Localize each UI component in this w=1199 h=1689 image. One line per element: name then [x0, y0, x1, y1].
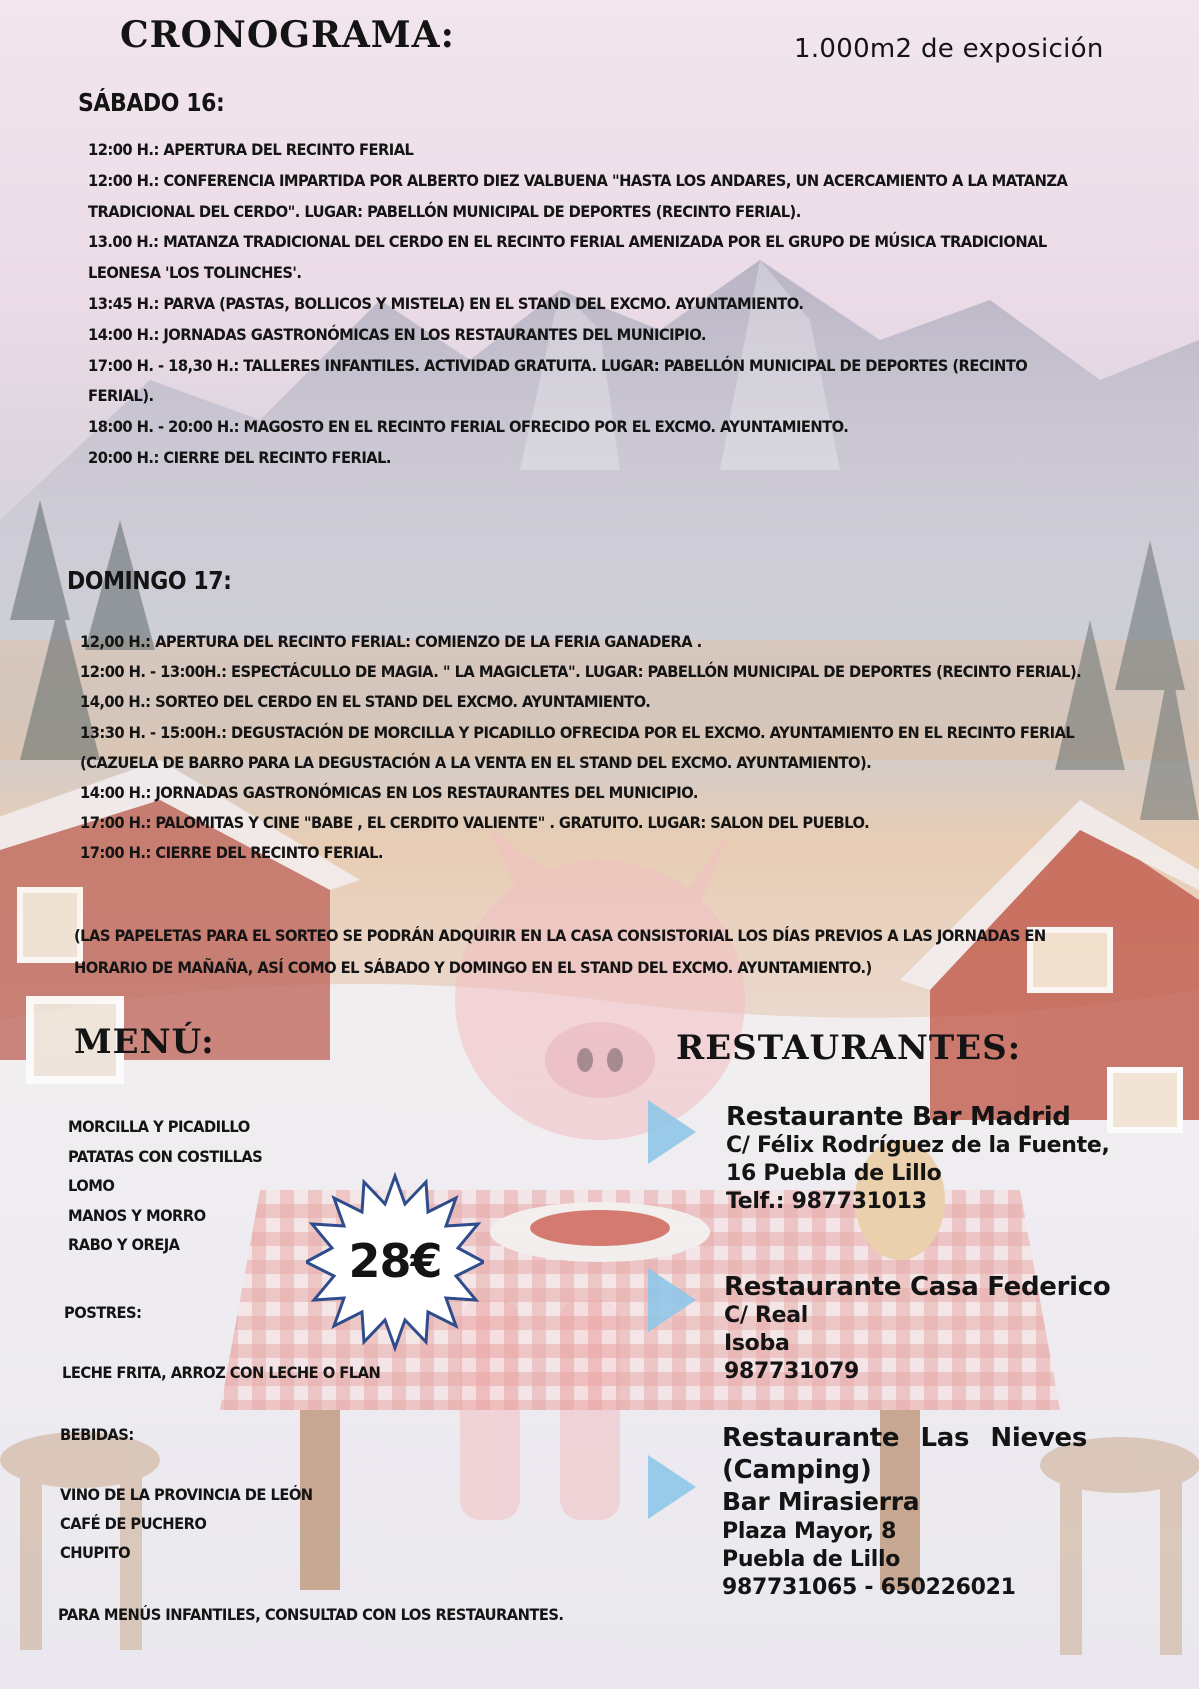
schedule-line: 12:00 H.: APERTURA DEL RECINTO FERIAL — [88, 140, 414, 159]
schedule-line: 17:00 H.: PALOMITAS Y CINE "BABE , EL CERDITO VALIENTE" . GRATUITO. LUGAR: SALON DEL PUEBLO. — [80, 813, 870, 833]
arrow-icon — [648, 1455, 696, 1519]
note-line: (LAS PAPELETAS PARA EL SORTEO SE PODRÁN ADQUIRIR EN LA CASA CONSISTORIAL LOS DÍAS PREVIOS A LAS JORNADAS EN — [74, 926, 1046, 945]
schedule-line: 14,00 H.: SORTEO DEL CERDO EN EL STAND DEL EXCMO. AYUNTAMIENTO. — [80, 692, 651, 712]
schedule-line: TRADICIONAL DEL CERDO". LUGAR: PABELLÓN MUNICIPAL DE DEPORTES (RECINTO FERIAL). — [88, 201, 801, 221]
drinks-label: BEBIDAS: — [60, 1425, 134, 1444]
price-label: 28€ — [348, 1234, 442, 1288]
desserts-label: POSTRES: — [64, 1303, 142, 1322]
restaurant-phone: 987731065 - 650226021 — [722, 1575, 1016, 1600]
schedule-line: 17:00 H.: CIERRE DEL RECINTO FERIAL. — [80, 843, 383, 863]
schedule-line: 12,00 H.: APERTURA DEL RECINTO FERIAL: COMIENZO DE LA FERIA GANADERA . — [80, 632, 702, 651]
schedule-line: 14:00 H.: JORNADAS GASTRONÓMICAS EN LOS RESTAURANTES DEL MUNICIPIO. — [80, 783, 698, 803]
drinks-list — [60, 1480, 313, 1567]
menu-item: MORCILLA Y PICADILLO — [68, 1117, 250, 1136]
restaurant-card — [724, 1272, 1110, 1386]
schedule-line: 13:45 H.: PARVA (PASTAS, BOLLICOS Y MISTELA) EN EL STAND DEL EXCMO. AYUNTAMIENTO. — [88, 293, 804, 313]
drink-item: CHUPITO — [60, 1543, 131, 1562]
schedule-line: 20:00 H.: CIERRE DEL RECINTO FERIAL. — [88, 447, 391, 467]
price-badge — [306, 1172, 484, 1352]
restaurant-line: C/ Real — [724, 1303, 808, 1328]
page-title: CRONOGRAMA: — [120, 14, 455, 56]
restaurant-phone: 987731079 — [724, 1359, 860, 1384]
menu-item: LOMO — [68, 1176, 115, 1195]
saturday-heading: SÁBADO 16: — [78, 88, 225, 117]
restaurant-line: Puebla de Lillo — [722, 1547, 901, 1572]
sunday-schedule — [80, 627, 1081, 869]
restaurant-line: C/ Félix Rodríguez de la Fuente, — [726, 1133, 1110, 1158]
restaurant-line: Isoba — [724, 1331, 790, 1356]
schedule-line: (CAZUELA DE BARRO PARA LA DEGUSTACIÓN A LA VENTA EN EL STAND DEL EXCMO. AYUNTAMIENTO). — [80, 752, 872, 772]
schedule-line: 17:00 H. - 18,30 H.: TALLERES INFANTILES. ACTIVIDAD GRATUITA. LUGAR: PABELLÓN MUNICIPAL DE DEPORTES (RECINTO — [88, 355, 1028, 375]
kids-menu-note: PARA MENÚS INFANTILES, CONSULTAD CON LOS RESTAURANTES. — [58, 1605, 564, 1624]
schedule-line: 13:30 H. - 15:00H.: DEGUSTACIÓN DE MORCILLA Y PICADILLO OFRECIDA POR EL EXCMO. AYUNTAMIENTO EN EL RECINTO FERIAL — [80, 722, 1075, 742]
exposition-label: 1.000m2 de exposición — [794, 34, 1104, 64]
schedule-line: 12:00 H. - 13:00H.: ESPECTÁCULLO DE MAGIA. " LA MAGICLETA". LUGAR: PABELLÓN MUNICIPAL DE DEPORTES (RECINTO FERIAL). — [80, 662, 1082, 682]
restaurant-name: Restaurante Las Nieves (Camping) — [722, 1423, 1087, 1485]
restaurant-phone: Telf.: 987731013 — [726, 1189, 927, 1214]
restaurants-heading: RESTAURANTES: — [676, 1028, 1022, 1068]
restaurant-line: Plaza Mayor, 8 — [722, 1519, 897, 1544]
arrow-icon — [648, 1268, 696, 1332]
schedule-line: 18:00 H. - 20:00 H.: MAGOSTO EN EL RECINTO FERIAL OFRECIDO POR EL EXCMO. AYUNTAMIENTO. — [88, 417, 849, 437]
restaurant-name: Restaurante Bar Madrid — [726, 1102, 1071, 1132]
note-line: HORARIO DE MAÑAÑA, ASÍ COMO EL SÁBADO Y DOMINGO EN EL STAND DEL EXCMO. AYUNTAMIENTO.) — [74, 958, 872, 977]
menu-item: PATATAS CON COSTILLAS — [68, 1146, 263, 1166]
desserts-text: LECHE FRITA, ARROZ CON LECHE O FLAN — [62, 1363, 381, 1382]
saturday-schedule — [88, 135, 1067, 474]
drink-item: VINO DE LA PROVINCIA DE LEÓN — [60, 1485, 313, 1504]
schedule-line: 14:00 H.: JORNADAS GASTRONÓMICAS EN LOS RESTAURANTES DEL MUNICIPIO. — [88, 324, 706, 344]
menu-heading: MENÚ: — [74, 1022, 215, 1062]
schedule-line: FERIAL). — [88, 386, 154, 406]
menu-items — [68, 1112, 262, 1260]
restaurant-card — [726, 1102, 1110, 1216]
restaurant-line: Bar Mirasierra — [722, 1487, 920, 1516]
schedule-line: LEONESA 'LOS TOLINCHES'. — [88, 263, 302, 283]
menu-item: MANOS Y MORRO — [68, 1205, 206, 1225]
menu-item: RABO Y OREJA — [68, 1235, 180, 1254]
restaurant-line: 16 Puebla de Lillo — [726, 1161, 942, 1186]
sunday-heading: DOMINGO 17: — [67, 566, 232, 595]
restaurant-card — [722, 1422, 1087, 1602]
raffle-note — [74, 920, 1046, 984]
arrow-icon — [648, 1100, 696, 1164]
drink-item: CAFÉ DE PUCHERO — [60, 1514, 207, 1533]
schedule-line: 12:00 H.: CONFERENCIA IMPARTIDA POR ALBERTO DIEZ VALBUENA "HASTA LOS ANDARES, UN ACERCAMIENTO A LA MATANZA — [88, 170, 1068, 190]
restaurant-name: Restaurante Casa Federico — [724, 1272, 1111, 1302]
schedule-line: 13.00 H.: MATANZA TRADICIONAL DEL CERDO EN EL RECINTO FERIAL AMENIZADA POR EL GRUPO DE MÚSICA TRADICIONAL — [88, 232, 1047, 252]
